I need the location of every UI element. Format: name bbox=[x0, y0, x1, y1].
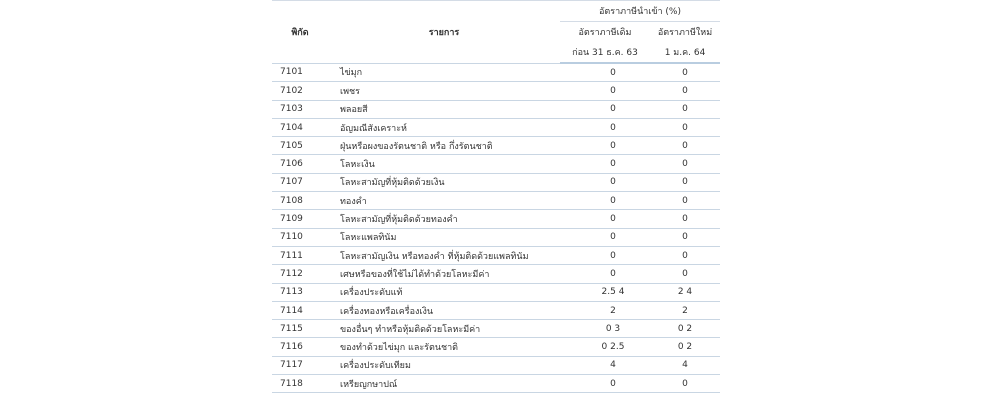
header-description: รายการ bbox=[328, 1, 560, 64]
description-cell: เศษหรือของที่ใช้ไม่ได้ทำด้วยโลหะมีค่า bbox=[328, 265, 560, 283]
table-row bbox=[272, 375, 720, 393]
tariff-code-cell: 7112 bbox=[272, 265, 328, 283]
new-rate-cell: 0 bbox=[650, 210, 720, 228]
new-rate-cell: 0 bbox=[650, 137, 720, 155]
table-row bbox=[272, 82, 720, 100]
tariff-code-cell: 7109 bbox=[272, 210, 328, 228]
tariff-code-cell: 7108 bbox=[272, 192, 328, 210]
tariff-code-cell: 7105 bbox=[272, 137, 328, 155]
tariff-code-cell: 7110 bbox=[272, 228, 328, 246]
new-rate-cell: 2 bbox=[650, 301, 720, 319]
old-rate-cell: 0 bbox=[560, 63, 650, 82]
description-cell: เหรียญกษาปณ์ bbox=[328, 375, 560, 393]
tariff-code-cell: 7115 bbox=[272, 320, 328, 338]
header-old-rate-date: ก่อน 31 ธ.ค. 63 bbox=[560, 42, 650, 63]
old-rate-cell: 0 bbox=[560, 155, 650, 173]
old-rate-cell: 0 bbox=[560, 375, 650, 393]
table-row bbox=[272, 118, 720, 136]
description-cell: เครื่องทองหรือเครื่องเงิน bbox=[328, 301, 560, 319]
old-rate-cell: 0 bbox=[560, 265, 650, 283]
old-rate-cell: 0 2.5 bbox=[560, 338, 650, 356]
old-rate-cell: 0 bbox=[560, 137, 650, 155]
old-rate-cell: 0 bbox=[560, 228, 650, 246]
table-header bbox=[272, 1, 720, 64]
tariff-code-cell: 7107 bbox=[272, 173, 328, 191]
description-cell: อัญมณีสังเคราะห์ bbox=[328, 118, 560, 136]
description-cell: เครื่องประดับเทียม bbox=[328, 356, 560, 374]
description-cell: โลหะสามัญที่หุ้มติดด้วยทองคำ bbox=[328, 210, 560, 228]
tariff-code-cell: 7113 bbox=[272, 283, 328, 301]
description-cell: โลหะเงิน bbox=[328, 155, 560, 173]
header-code: พิกัด bbox=[272, 1, 328, 64]
table-row bbox=[272, 356, 720, 374]
table-row bbox=[272, 283, 720, 301]
description-cell: เพชร bbox=[328, 82, 560, 100]
old-rate-cell: 0 bbox=[560, 82, 650, 100]
old-rate-cell: 2 bbox=[560, 301, 650, 319]
old-rate-cell: 0 bbox=[560, 210, 650, 228]
table-row bbox=[272, 210, 720, 228]
description-cell: พลอยสี bbox=[328, 100, 560, 118]
table-row bbox=[272, 137, 720, 155]
new-rate-cell: 0 bbox=[650, 265, 720, 283]
tariff-code-cell: 7102 bbox=[272, 82, 328, 100]
tariff-code-cell: 7116 bbox=[272, 338, 328, 356]
new-rate-cell: 0 bbox=[650, 375, 720, 393]
new-rate-cell: 0 bbox=[650, 82, 720, 100]
new-rate-cell: 0 bbox=[650, 228, 720, 246]
old-rate-cell: 0 bbox=[560, 118, 650, 136]
new-rate-cell: 2 4 bbox=[650, 283, 720, 301]
table-row bbox=[272, 228, 720, 246]
description-cell: โลหะแพลทินัม bbox=[328, 228, 560, 246]
description-cell: เครื่องประดับแท้ bbox=[328, 283, 560, 301]
old-rate-cell: 0 bbox=[560, 192, 650, 210]
header-rate-group: อัตราภาษีนำเข้า (%) bbox=[560, 1, 720, 22]
description-cell: ทองคำ bbox=[328, 192, 560, 210]
description-cell: โลหะสามัญเงิน หรือทองคำ ที่หุ้มติดด้วยแพลทินัม bbox=[328, 246, 560, 264]
table-row bbox=[272, 155, 720, 173]
tariff-code-cell: 7103 bbox=[272, 100, 328, 118]
description-cell: ของทำด้วยไข่มุก และรัตนชาติ bbox=[328, 338, 560, 356]
new-rate-cell: 0 bbox=[650, 100, 720, 118]
new-rate-cell: 0 bbox=[650, 246, 720, 264]
new-rate-cell: 0 2 bbox=[650, 320, 720, 338]
new-rate-cell: 0 bbox=[650, 63, 720, 82]
description-cell: ฝุ่นหรือผงของรัตนชาติ หรือ กึ่งรัตนชาติ bbox=[328, 137, 560, 155]
table-row bbox=[272, 320, 720, 338]
table-row bbox=[272, 63, 720, 82]
tariff-table bbox=[272, 0, 720, 393]
tariff-code-cell: 7106 bbox=[272, 155, 328, 173]
header-new-rate: อัตราภาษีใหม่ bbox=[657, 28, 713, 38]
new-rate-cell: 4 bbox=[650, 356, 720, 374]
header-old-rate: อัตราภาษีเดิม bbox=[578, 28, 632, 38]
description-cell: ของอื่นๆ ทำหรือหุ้มติดด้วยโลหะมีค่า bbox=[328, 320, 560, 338]
new-rate-cell: 0 bbox=[650, 118, 720, 136]
header-new-rate-date: 1 ม.ค. 64 bbox=[650, 42, 720, 63]
table-row bbox=[272, 301, 720, 319]
table-row bbox=[272, 265, 720, 283]
tariff-code-cell: 7111 bbox=[272, 246, 328, 264]
new-rate-cell: 0 bbox=[650, 155, 720, 173]
table-body bbox=[272, 63, 720, 393]
old-rate-cell: 4 bbox=[560, 356, 650, 374]
description-cell: โลหะสามัญที่หุ้มติดด้วยเงิน bbox=[328, 173, 560, 191]
tariff-code-cell: 7114 bbox=[272, 301, 328, 319]
old-rate-cell: 2.5 4 bbox=[560, 283, 650, 301]
new-rate-cell: 0 bbox=[650, 192, 720, 210]
tariff-code-cell: 7101 bbox=[272, 63, 328, 82]
old-rate-cell: 0 bbox=[560, 173, 650, 191]
old-rate-cell: 0 bbox=[560, 246, 650, 264]
tariff-code-cell: 7118 bbox=[272, 375, 328, 393]
new-rate-cell: 0 2 bbox=[650, 338, 720, 356]
tariff-code-cell: 7104 bbox=[272, 118, 328, 136]
table-row bbox=[272, 173, 720, 191]
table-row bbox=[272, 246, 720, 264]
table-row bbox=[272, 100, 720, 118]
old-rate-cell: 0 bbox=[560, 100, 650, 118]
new-rate-cell: 0 bbox=[650, 173, 720, 191]
description-cell: ไข่มุก bbox=[328, 63, 560, 82]
old-rate-cell: 0 3 bbox=[560, 320, 650, 338]
table-row bbox=[272, 192, 720, 210]
tariff-code-cell: 7117 bbox=[272, 356, 328, 374]
table-row bbox=[272, 338, 720, 356]
